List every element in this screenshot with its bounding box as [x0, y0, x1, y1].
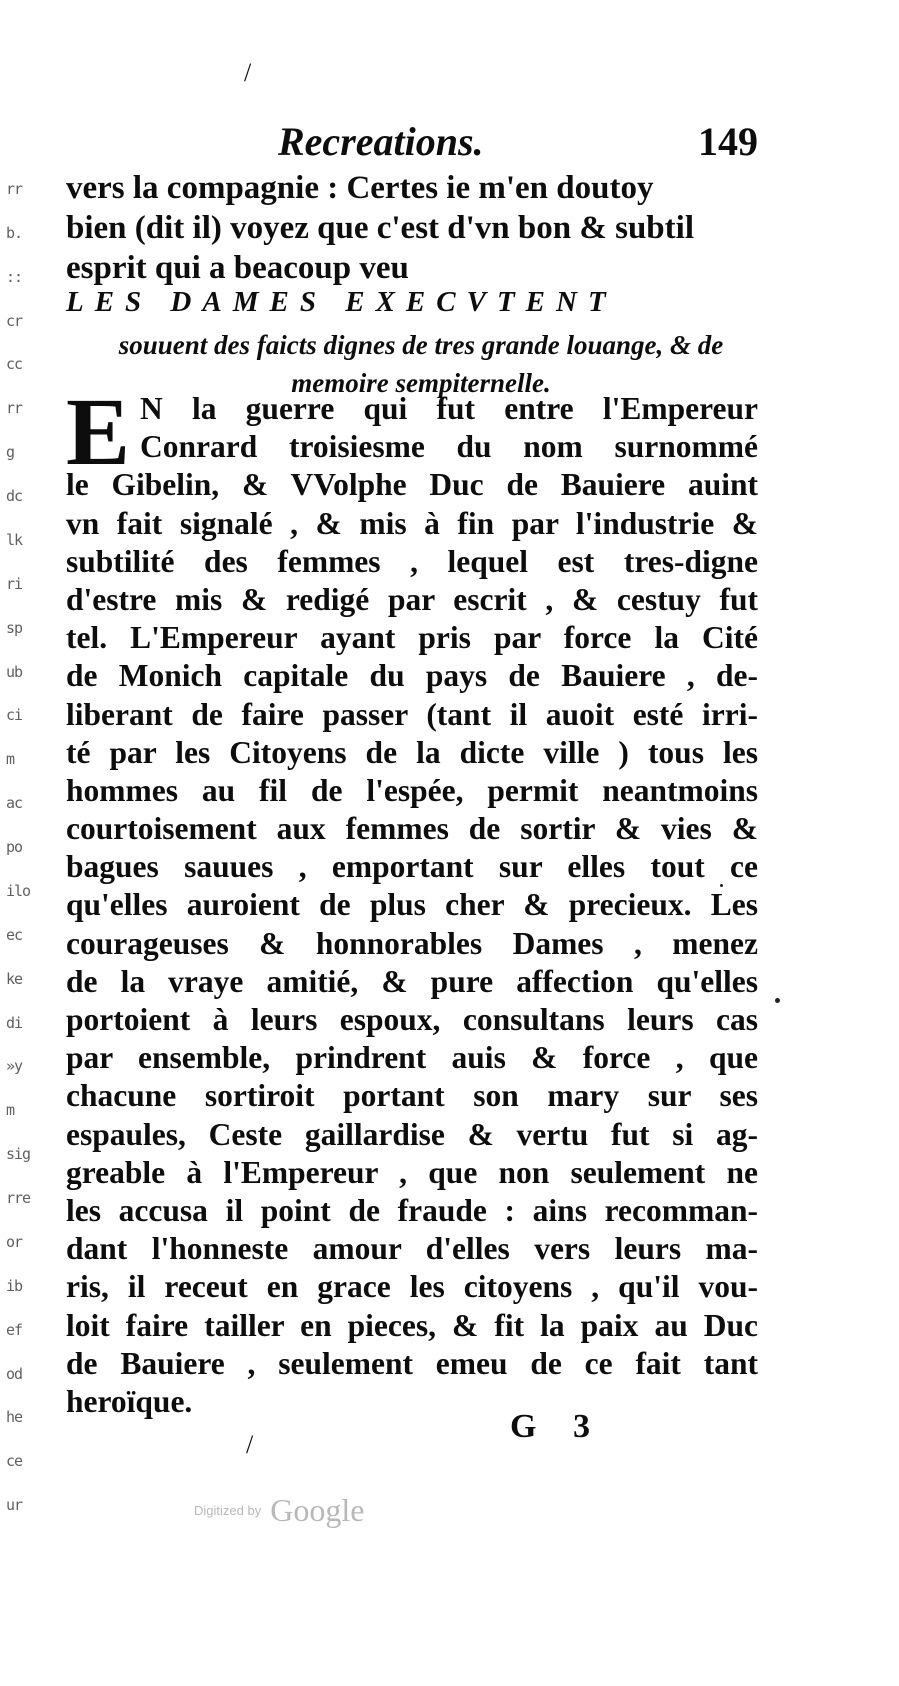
body-line: hommes au fil de l'espée, permit neantmoins [66, 772, 758, 808]
gutter-mark: ac [6, 794, 23, 812]
gutter-mark: :: [6, 268, 23, 286]
gutter-mark: ub [6, 663, 23, 681]
speck [720, 884, 723, 887]
gutter-mark: od [6, 1365, 23, 1383]
gutter-mark: m [6, 1101, 15, 1119]
body-paragraph [66, 378, 758, 1421]
body-line: Conrard troisiesme du nom surnommé [140, 429, 758, 465]
digitization-watermark [194, 1492, 365, 1529]
gutter-mark: ur [6, 1496, 23, 1514]
body-line: de la vraye amitié, & pure affection qu'elles [66, 963, 758, 999]
gutter-mark: sp [6, 619, 23, 637]
stray-mark: / [246, 1430, 254, 1459]
gutter-mark: g [6, 443, 15, 461]
gutter-mark: or [6, 1233, 23, 1251]
body-line: de Bauiere , seulement emeu de ce fait tant [66, 1345, 758, 1381]
gutter-mark: dc [6, 487, 23, 505]
gutter-mark: he [6, 1408, 23, 1426]
body-line: le Gibelin, & VVolphe Duc de Bauiere auint [66, 467, 758, 503]
gutter-mark: rre [6, 1189, 31, 1207]
body-line: de Monich capitale du pays de Bauiere , de- [66, 658, 758, 694]
running-title: Recreations. [278, 119, 484, 164]
google-logo: Google [270, 1492, 365, 1528]
gutter-mark: cc [6, 355, 23, 373]
body-line: té par les Citoyens de la dicte ville ) tous les [66, 734, 758, 770]
page-number: 149 [698, 119, 758, 164]
body-line: d'estre mis & redigé par escrit , & cestuy fut [66, 581, 758, 617]
body-line: par ensemble, prindrent auis & force , que [66, 1040, 758, 1076]
gutter-mark: m [6, 750, 15, 768]
body-line: ris, il receut en grace les citoyens , qu'il vou- [66, 1269, 758, 1305]
gutter-mark: b. [6, 224, 23, 242]
drop-cap: E [66, 378, 131, 485]
body-line: subtilité des femmes , lequel est tres-digne [66, 543, 758, 579]
body-line: heroïque. [66, 1383, 193, 1419]
body-line: chacune sortiroit portant son mary sur ses [66, 1078, 758, 1114]
gutter-mark: di [6, 1014, 23, 1032]
gutter-mark: ef [6, 1321, 23, 1339]
body-line: dant l'honneste amour d'elles vers leurs ma- [66, 1231, 758, 1267]
body-line: loit faire tailler en pieces, & fit la paix au Duc [66, 1307, 758, 1343]
page-header [68, 118, 758, 168]
watermark-prefix: Digitized by [194, 1503, 262, 1518]
body-line: tel. L'Empereur ayant pris par force la Cité [66, 620, 758, 656]
body-line: liberant de faire passer (tant il auoit esté irri- [66, 696, 758, 732]
gutter-mark: ec [6, 926, 23, 944]
gutter-mark: ci [6, 706, 23, 724]
signature-mark: G 3 [510, 1408, 604, 1445]
intro-line: esprit qui a beacoup veu [66, 250, 409, 286]
body-line: qu'elles auroient de plus cher & precieux. Les [66, 887, 758, 923]
section-subheading: souuent des faicts dignes de tres grande louange, & de memoire sempiternelle. [118, 330, 724, 398]
gutter-mark: ce [6, 1452, 23, 1470]
body-line: vn fait signalé , & mis à fin par l'industrie & [66, 505, 758, 541]
body-line: bagues sauues , emportant sur elles tout ce [66, 849, 758, 885]
speck [775, 998, 780, 1003]
body-line: greable à l'Empereur , que non seulement ne [66, 1154, 758, 1190]
gutter-mark: lk [6, 531, 23, 549]
intro-paragraph [66, 168, 758, 288]
body-line: portoient à leurs espoux, consultans leurs cas [66, 1002, 758, 1037]
gutter-mark: po [6, 838, 23, 856]
body-line: les accusa il point de fraude : ains recomman- [66, 1192, 758, 1228]
body-line: espaules, Ceste gaillardise & vertu fut si ag- [66, 1116, 758, 1152]
gutter-mark: ri [6, 575, 23, 593]
intro-line: bien (dit il) voyez que c'est d'vn bon & subtil [66, 210, 694, 246]
stray-mark: / [244, 58, 252, 87]
gutter-mark: cr [6, 312, 23, 330]
gutter-mark: ilo [6, 882, 31, 900]
intro-line: vers la compagnie : Certes ie m'en doutoy [66, 170, 654, 206]
gutter-mark: rr [6, 180, 23, 198]
gutter-bleedthrough [6, 180, 46, 1540]
gutter-mark: sig [6, 1145, 31, 1163]
section-heading: LES DAMES EXECVTENT [66, 286, 617, 318]
gutter-mark: ke [6, 970, 23, 988]
gutter-mark: rr [6, 399, 23, 417]
body-line: N la guerre qui fut entre l'Empereur [140, 391, 758, 426]
body-line: courtoisement aux femmes de sortir & vies & [66, 811, 758, 847]
body-line: courageuses & honnorables Dames , menez [66, 925, 758, 961]
gutter-mark: ib [6, 1277, 23, 1295]
gutter-mark: »y [6, 1057, 23, 1075]
